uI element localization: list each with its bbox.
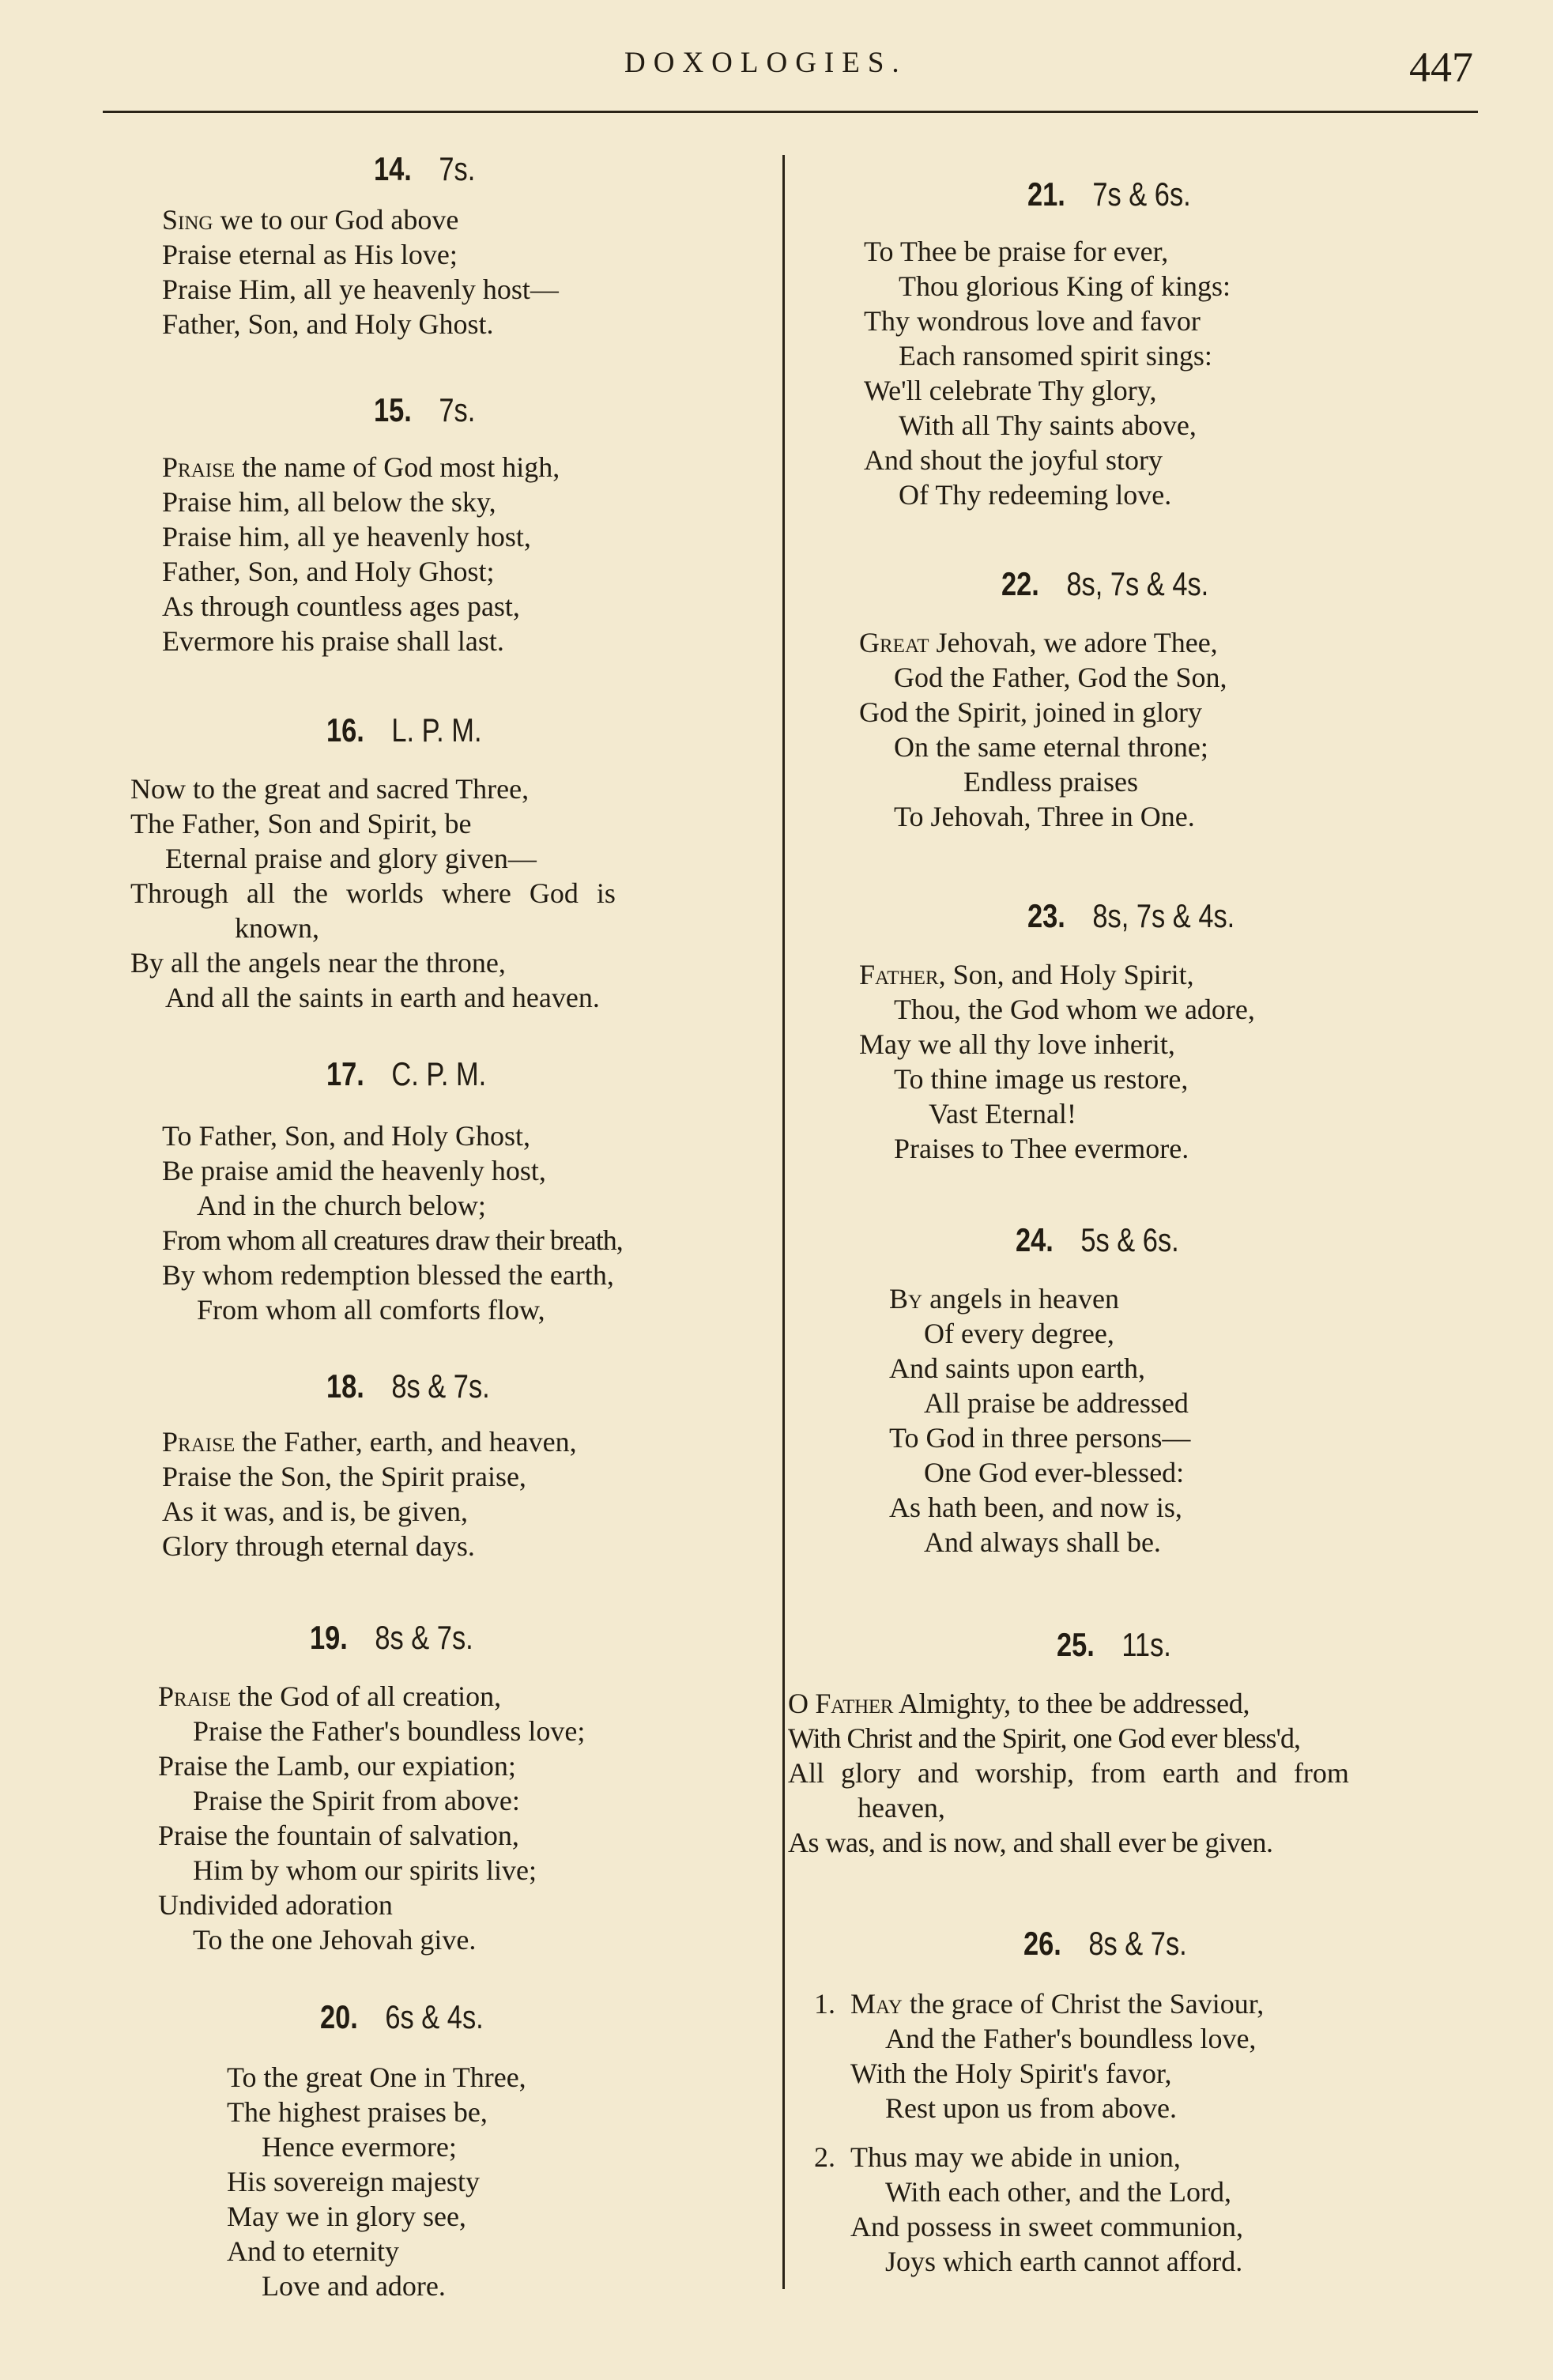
doxology-18: 18. 8s & 7s. Praise the Father, earth, and heaven, Praise the Son, the Spirit praise, As it was, and is, be given, Glory through eternal days. (162, 1367, 577, 1562)
doxology-16: 16. L. P. M. Now to the great and sacred Three, The Father, Son and Spirit, be Eternal praise and glory given— Through all the worlds where God is known, By all the angels near the throne, And all the saints in earth and heaven. (130, 711, 616, 1013)
hymn-heading: 18. 8s & 7s. (326, 1367, 490, 1405)
column-divider (782, 155, 785, 2289)
hymn-heading: 24. 5s & 6s. (1016, 1221, 1179, 1258)
doxology-14: 14. 7s. Sing we to our God above Praise eternal as His love; Praise Him, all ye heavenly host— Father, Son, and Holy Ghost. (162, 150, 559, 340)
doxology-24: 24. 5s & 6s. By angels in heaven Of every degree, And saints upon earth, All praise be addressed To God in three persons— One God ever-blessed: As hath been, and now is, And always shall be. (889, 1221, 1191, 1558)
hymn-heading: 19. 8s & 7s. (310, 1619, 473, 1656)
initial-word: Great (859, 627, 929, 658)
doxology-21: 21. 7s & 6s. To Thee be praise for ever, Thou glorious King of kings: Thy wondrous love and favor Each ransomed spirit sings: We'll celebrate Thy glory, With all Thy saints above, And shout the joyful story Of Thy redeeming love. (864, 175, 1231, 511)
hymn-heading: 20. 6s & 4s. (320, 1998, 484, 2035)
initial-word: Praise (162, 1426, 236, 1458)
doxology-25: 25. 11s. O Father Almighty, to thee be addressed, With Christ and the Spirit, one God ever bless'd, All glory and worship, from earth and from heaven, As was, and is now, and shall ever be given. (788, 1626, 1349, 1858)
initial-word: By (889, 1283, 923, 1314)
hymn-heading: 25. 11s. (1057, 1626, 1171, 1663)
doxology-22: 22. 8s, 7s & 4s. Great Jehovah, we adore Thee, God the Father, God the Son, God the Spirit, joined in glory On the same eternal throne; Endless praises To Jehovah, Three in One. (859, 565, 1227, 832)
doxology-19: 19. 8s & 7s. Praise the God of all creation, Praise the Father's boundless love; Praise the Lamb, our expiation; Praise the Spirit from above: Praise the fountain of salvation, Him by whom our spirits live; Undivided adoration To the one Jehovah give. (158, 1619, 586, 1956)
hymn-heading: 14. 7s. (374, 150, 476, 187)
hymn-heading: 22. 8s, 7s & 4s. (1001, 565, 1209, 602)
hymn-heading: 17. C. P. M. (326, 1055, 487, 1092)
initial-word: Praise (158, 1680, 232, 1712)
initial-word: May (850, 1988, 903, 2020)
doxology-17: 17. C. P. M. To Father, Son, and Holy Ghost, Be praise amid the heavenly host, And in the church below; From whom all creatures draw their breath, By whom redemption blessed the earth, From whom all comforts flow, (162, 1055, 623, 1326)
hymn-heading: 15. 7s. (374, 391, 476, 428)
doxology-15: 15. 7s. Praise the name of God most high, Praise him, all below the sky, Praise him, all ye heavenly host, Father, Son, and Holy Ghost; As through countless ages past, Evermore his praise shall last. (162, 391, 560, 657)
verse-number: 1. (814, 1988, 835, 2020)
initial-word: O Father (788, 1688, 894, 1719)
hymn-heading: 16. L. P. M. (326, 711, 482, 749)
doxology-23: 23. 8s, 7s & 4s. Father, Son, and Holy Spirit, Thou, the God whom we adore, May we all thy love inherit, To thine image us restore, Vast Eternal! Praises to Thee evermore. (859, 897, 1255, 1164)
doxology-20: 20. 6s & 4s. To the great One in Three, The highest praises be, Hence evermore; His sovereign majesty May we in glory see, And to eternity Love and adore. (227, 1998, 526, 2302)
hymn-heading: 26. 8s & 7s. (1023, 1925, 1187, 1962)
initial-word: Praise (162, 451, 236, 483)
doxology-26: 26. 8s & 7s. 1. May the grace of Christ the Saviour, And the Father's boundless love, With the Holy Spirit's favor, Rest upon us from above. 2. Thus may we abide in union, With each other, and the Lord, And possess in sweet communion, Joys which earth cannot afford. (814, 1925, 1265, 2277)
hymn-heading: 23. 8s, 7s & 4s. (1027, 897, 1235, 934)
hymn-heading: 21. 7s & 6s. (1027, 175, 1191, 213)
page-number: 447 (1409, 43, 1473, 91)
initial-word: Father, (859, 959, 946, 990)
header-rule (103, 111, 1478, 113)
running-head-title: DOXOLOGIES. (624, 47, 907, 79)
initial-word: Sing (162, 204, 213, 236)
verse-number: 2. (814, 2141, 835, 2173)
running-head (0, 43, 1553, 93)
